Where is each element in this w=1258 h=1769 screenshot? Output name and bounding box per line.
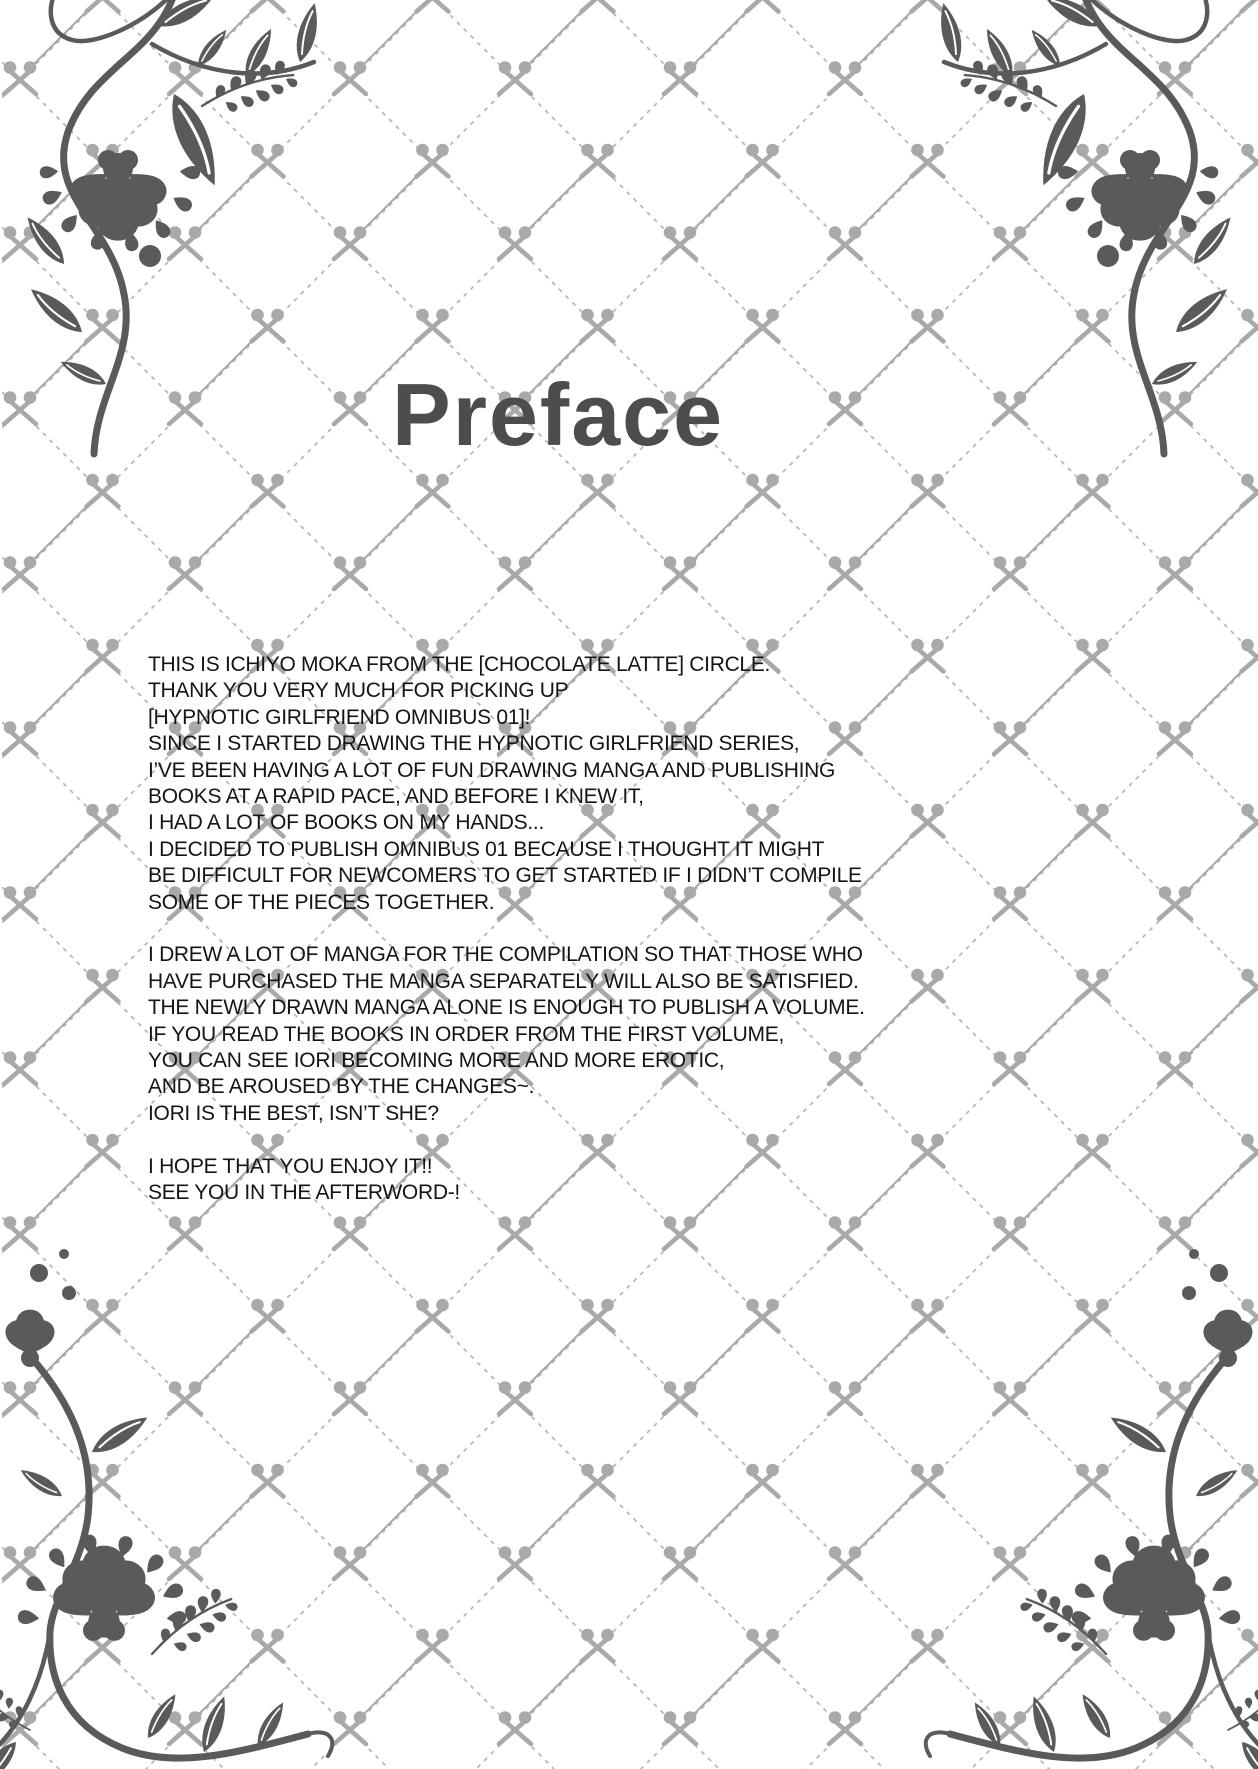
- pin-cross-motif: [829, 333, 920, 424]
- pin-cross-motif: [1241, 144, 1258, 177]
- pin-cross-motif: [664, 3, 755, 94]
- pin-cross-motif: [169, 333, 260, 424]
- pin-cross-motif: [1241, 1134, 1258, 1167]
- pin-cross-motif: [994, 1323, 1085, 1414]
- pin-cross-motif: [334, 1488, 425, 1579]
- pin-cross-motif: [994, 1488, 1085, 1579]
- text-line: THANK YOU VERY MUCH FOR PICKING UP: [148, 679, 569, 703]
- text-line: I DREW A LOT OF MANGA FOR THE COMPILATION SO THAT THOSE WHO: [148, 943, 863, 967]
- pin-cross-motif: [1241, 804, 1258, 837]
- text-line: THE NEWLY DRAWN MANGA ALONE IS ENOUGH TO PUBLISH A VOLUME.: [148, 996, 865, 1020]
- pin-cross-motif: [1159, 1158, 1250, 1249]
- pin-cross-motif: [1159, 3, 1250, 94]
- pin-cross-motif: [1159, 663, 1250, 754]
- pin-cross-motif: [499, 1323, 590, 1414]
- text-line: BE DIFFICULT FOR NEWCOMERS TO GET STARTED IF I DIDN’T COMPILE: [148, 864, 862, 888]
- pin-cross-motif: [664, 498, 755, 589]
- pin-cross-motif: [334, 1323, 425, 1414]
- text-line: IORI IS THE BEST, ISN’T SHE?: [148, 1101, 439, 1125]
- text-line: SOME OF THE PIECES TOGETHER.: [148, 890, 495, 914]
- text-line: I’VE BEEN HAVING A LOT OF FUN DRAWING MANGA AND PUBLISHING: [148, 758, 836, 782]
- pin-cross-motif: [829, 498, 920, 589]
- pin-cross-motif: [994, 168, 1085, 259]
- pin-cross-motif: [1241, 309, 1258, 342]
- text-line: SINCE I STARTED DRAWING THE HYPNOTIC GIRLFRIEND SERIES,: [148, 732, 800, 756]
- pin-cross-motif: [334, 168, 425, 259]
- pin-cross-motif: [994, 333, 1085, 424]
- pin-cross-motif: [169, 1323, 260, 1414]
- pin-cross-motif: [4, 993, 95, 1084]
- bottom-right-floral: [926, 1249, 1258, 1769]
- pin-cross-motif: [664, 168, 755, 259]
- pin-cross-motif: [664, 1488, 755, 1579]
- pin-cross-motif: [4, 663, 95, 754]
- pin-cross-motif: [829, 1323, 920, 1414]
- text-line: I HOPE THAT YOU ENJOY IT!!: [148, 1154, 433, 1178]
- pin-cross-motif: [1159, 828, 1250, 919]
- pin-cross-motif: [499, 3, 590, 94]
- pin-cross-motif: [994, 498, 1085, 589]
- pin-cross-motif: [334, 3, 425, 94]
- pin-cross-motif: [1241, 639, 1258, 672]
- pin-cross-motif: [334, 498, 425, 589]
- pin-cross-motif: [1241, 1464, 1258, 1497]
- pin-cross-motif: [829, 168, 920, 259]
- text-line: AND BE AROUSED BY THE CHANGES~.: [148, 1075, 535, 1099]
- text-line: [HYPNOTIC GIRLFRIEND OMNIBUS 01]!: [148, 705, 531, 729]
- pin-cross-motif: [829, 3, 920, 94]
- page-title: Preface: [392, 365, 725, 464]
- pin-cross-motif: [1159, 993, 1250, 1084]
- pin-cross-motif: [1241, 1629, 1258, 1662]
- pin-cross-motif: [664, 1653, 755, 1744]
- bottom-left-floral: [0, 1249, 332, 1769]
- pin-cross-motif: [4, 1158, 95, 1249]
- pin-cross-motif: [1241, 474, 1258, 507]
- text-line: I DECIDED TO PUBLISH OMNIBUS 01 BECAUSE I THOUGHT IT MIGHT: [148, 837, 825, 861]
- text-line: BOOKS AT A RAPID PACE, AND BEFORE I KNEW IT,: [148, 785, 644, 809]
- text-line: IF YOU READ THE BOOKS IN ORDER FROM THE FIRST VOLUME,: [148, 1022, 784, 1046]
- pin-cross-motif: [169, 498, 260, 589]
- pin-cross-motif: [4, 828, 95, 919]
- text-line: THIS IS ICHIYO MOKA FROM THE [CHOCOLATE LATTE] CIRCLE.: [148, 653, 771, 676]
- pin-cross-motif: [334, 1653, 425, 1744]
- pin-cross-motif: [1159, 498, 1250, 589]
- pin-cross-motif: [664, 1323, 755, 1414]
- preface-text: [148, 652, 1168, 1207]
- pin-cross-motif: [499, 1653, 590, 1744]
- pin-cross-motif: [499, 1488, 590, 1579]
- pin-cross-motif: [499, 168, 590, 259]
- pin-cross-motif: [499, 498, 590, 589]
- text-line: [148, 916, 1168, 942]
- text-line: SEE YOU IN THE AFTERWORD-!: [148, 1181, 460, 1205]
- pin-cross-motif: [169, 1488, 260, 1579]
- text-line: [148, 1127, 1168, 1153]
- text-line: I HAD A LOT OF BOOKS ON MY HANDS...: [148, 811, 544, 835]
- text-line: HAVE PURCHASED THE MANGA SEPARATELY WILL ALSO BE SATISFIED.: [148, 969, 859, 993]
- pin-cross-motif: [4, 498, 95, 589]
- pin-cross-motif: [829, 1488, 920, 1579]
- text-line: YOU CAN SEE IORI BECOMING MORE AND MORE EROTIC,: [148, 1049, 725, 1073]
- pin-cross-motif: [829, 1653, 920, 1744]
- pin-cross-motif: [1241, 969, 1258, 1002]
- top-right-floral: [935, 0, 1237, 454]
